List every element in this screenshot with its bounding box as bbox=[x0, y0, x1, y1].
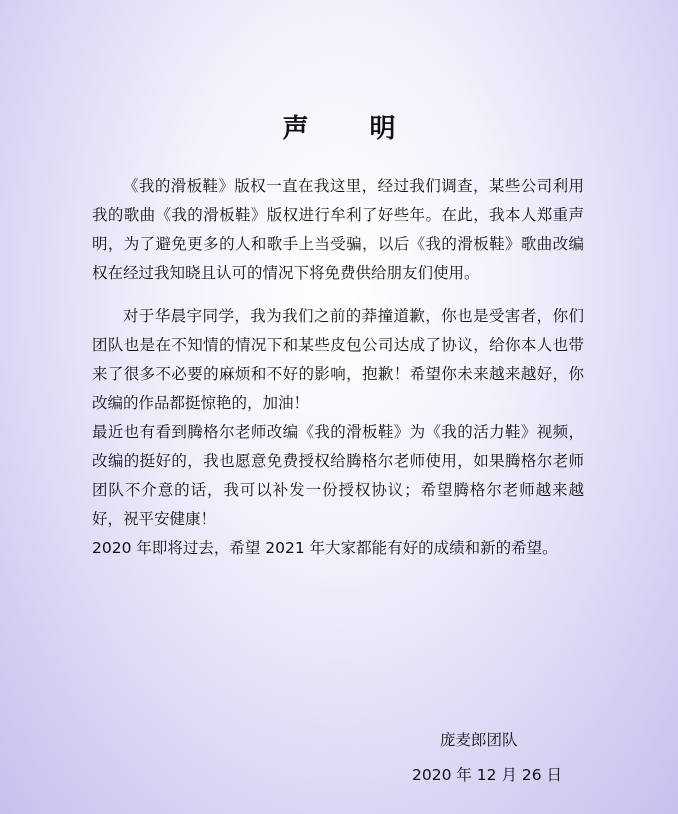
paragraph-new-year: 2020 年即将过去，希望 2021 年大家都能有好的成绩和新的希望。 bbox=[92, 539, 558, 557]
paragraph-copyright: 《我的滑板鞋》版权一直在我这里，经过我们调查，某些公司利用我的歌曲《我的滑板鞋》版权进行牟利了好些年。在此，我本人郑重声明，为了避免更多的人和歌手上当受骗，以后《我的滑板鞋》歌曲改编权在经过我知晓且认可的情况下将免费供给朋友们使用。 bbox=[92, 177, 584, 282]
paragraph-apology: 对于华晨宇同学，我为我们之前的莽撞道歉，你也是受害者，你们团队也是在不知情的情况下和某些皮包公司达成了协议，给你本人也带来了很多不必要的麻烦和不好的影响，抱歉！希望你未来越来越好，你改编的作品都挺惊艳的，加油！ bbox=[92, 307, 584, 412]
statement-body bbox=[92, 172, 584, 563]
paragraph-authorization: 最近也有看到腾格尔老师改编《我的滑板鞋》为《我的活力鞋》视频，改编的挺好的，我也愿意免费授权给腾格尔老师使用，如果腾格尔老师团队不介意的话，我可以补发一份授权协议；希望腾格尔老师越来越好，祝平安健康！ bbox=[92, 423, 584, 528]
signature-date: 2020 年 12 月 26 日 bbox=[412, 766, 563, 784]
document-title: 声 明 bbox=[282, 114, 422, 144]
signature-team: 庞麦郎团队 bbox=[440, 731, 518, 749]
